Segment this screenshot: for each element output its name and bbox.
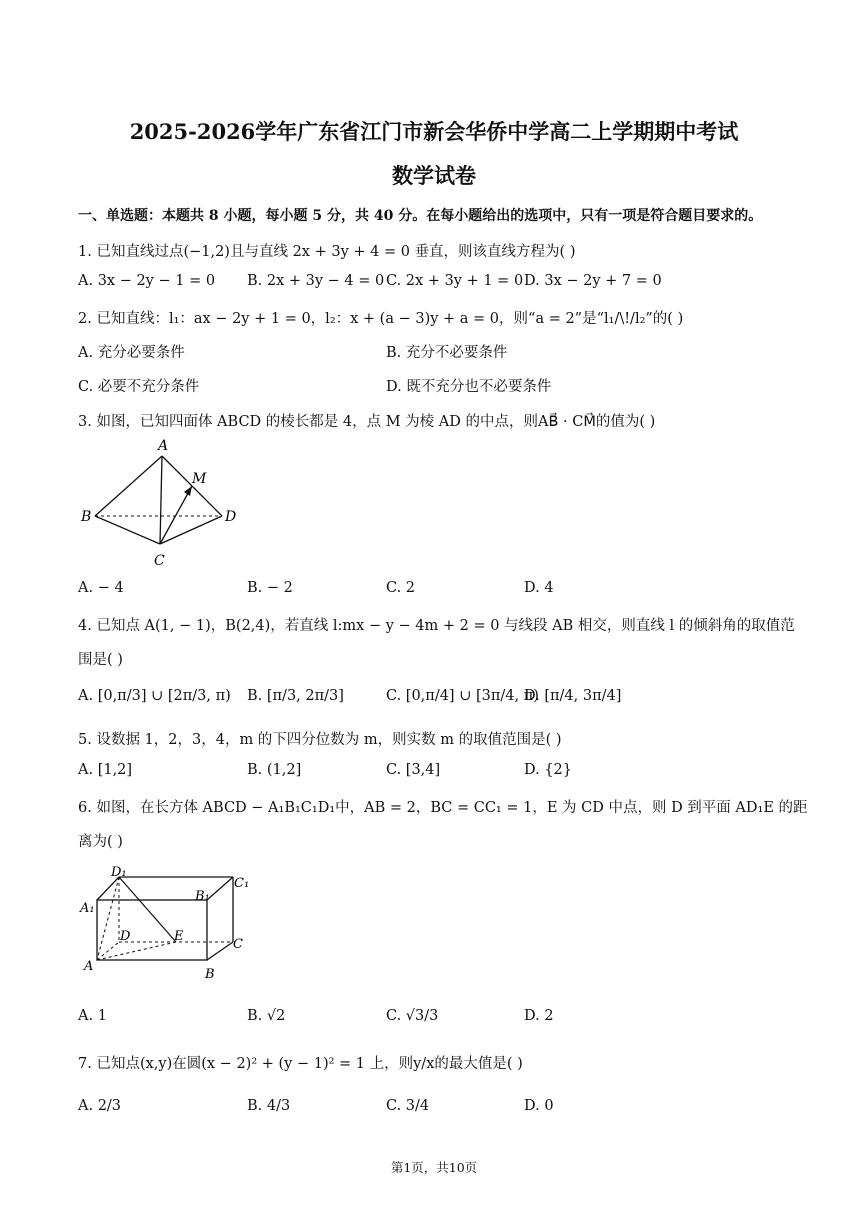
question-5-option-d: D. {2} [524, 762, 573, 778]
question-3-option-c: C. 2 [386, 580, 416, 596]
question-4-stem-line1: 4. 已知点 A(1, − 1)，B(2,4)，若直线 l:mx − y − 4m + 2 = 0 与线段 AB 相交，则直线 l 的倾斜角的取值范 [78, 618, 795, 634]
question-4-stem-line2: 围是( ) [78, 652, 123, 668]
exam-title: 2025-2026学年广东省江门市新会华侨中学高二上学期期中考试 [129, 119, 739, 144]
label-A: A [84, 959, 94, 974]
label-A: A [158, 438, 169, 454]
question-1-option-b: B. 2x + 3y − 4 = 0 [247, 273, 385, 289]
question-2-option-c: C. 必要不充分条件 [78, 379, 200, 395]
question-6-stem-line2: 离为( ) [78, 834, 123, 850]
question-2-option-d: D. 既不充分也不必要条件 [386, 379, 552, 395]
label-B: B [205, 967, 215, 982]
question-7-option-b: B. 4/3 [247, 1098, 291, 1114]
label-M: M [192, 471, 207, 487]
question-3-stem: 3. 如图，已知四面体 ABCD 的棱长都是 4，点 M 为棱 AD 的中点，则AB⃗ · CM⃗的值为( ) [78, 414, 656, 430]
label-C: C [233, 937, 243, 952]
question-3-option-b: B. − 2 [247, 580, 293, 596]
question-5-stem: 5. 设数据 1，2，3，4，m 的下四分位数为 m，则实数 m 的取值范围是( ) [78, 732, 562, 748]
question-7-stem: 7. 已知点(x,y)在圆(x − 2)² + (y − 1)² = 1 上，则y/x的最大值是( ) [78, 1056, 523, 1072]
question-6-option-c: C. √3/3 [386, 1008, 439, 1024]
question-6-option-d: D. 2 [524, 1008, 554, 1024]
question-4-option-a: A. [0,π/3] ∪ [2π/3, π) [78, 688, 231, 704]
question-5-option-c: C. [3,4] [386, 762, 441, 778]
question-1-stem: 1. 已知直线过点(−1,2)且与直线 2x + 3y + 4 = 0 垂直，则该直线方程为( ) [78, 244, 576, 260]
question-3-option-a: A. − 4 [78, 580, 124, 596]
question-1-option-c: C. 2x + 3y + 1 = 0 [386, 273, 524, 289]
section-heading: 一、单选题：本题共 8 小题，每小题 5 分，共 40 分。在每小题给出的选项中，只有一项是符合题目要求的。 [78, 208, 763, 224]
label-C: C [154, 553, 165, 569]
question-2-option-a: A. 充分必要条件 [78, 345, 185, 361]
label-B1: B₁ [195, 889, 210, 904]
label-D1: D₁ [111, 865, 127, 880]
question-6-stem-line1: 6. 如图，在长方体 ABCD − A₁B₁C₁D₁中，AB = 2，BC = CC₁ = 1，E 为 CD 中点，则 D 到平面 AD₁E 的距 [78, 800, 808, 816]
question-6-option-a: A. 1 [78, 1008, 107, 1024]
label-C1: C₁ [234, 876, 250, 891]
question-4-option-b: B. [π/3, 2π/3] [247, 688, 344, 704]
tetrahedron-figure [78, 436, 253, 574]
question-3-option-d: D. 4 [524, 580, 554, 596]
question-7-option-a: A. 2/3 [78, 1098, 122, 1114]
question-5-option-a: A. [1,2] [78, 762, 133, 778]
question-2-stem: 2. 已知直线：l₁：ax − 2y + 1 = 0，l₂：x + (a − 3)y + a = 0，则“a = 2”是“l₁/\!/l₂”的( ) [78, 311, 684, 327]
page-number: 第1页，共10页 [390, 1160, 478, 1175]
label-A1: A₁ [80, 901, 95, 916]
cuboid-figure [78, 860, 258, 985]
question-4-option-d: D. [π/4, 3π/4] [524, 688, 622, 704]
question-1-option-a: A. 3x − 2y − 1 = 0 [78, 273, 216, 289]
question-7-option-d: D. 0 [524, 1098, 554, 1114]
label-D: D [120, 929, 131, 944]
question-6-option-b: B. √2 [247, 1008, 286, 1024]
label-E: E [174, 929, 184, 944]
question-7-option-c: C. 3/4 [386, 1098, 430, 1114]
label-D: D [225, 509, 237, 525]
question-1-option-d: D. 3x − 2y + 7 = 0 [524, 273, 662, 289]
question-5-option-b: B. (1,2] [247, 762, 302, 778]
question-2-option-b: B. 充分不必要条件 [386, 345, 508, 361]
exam-subtitle: 数学试卷 [392, 163, 476, 188]
label-B: B [81, 509, 92, 525]
question-4-option-c: C. [0,π/4] ∪ [3π/4, π) [386, 688, 539, 704]
